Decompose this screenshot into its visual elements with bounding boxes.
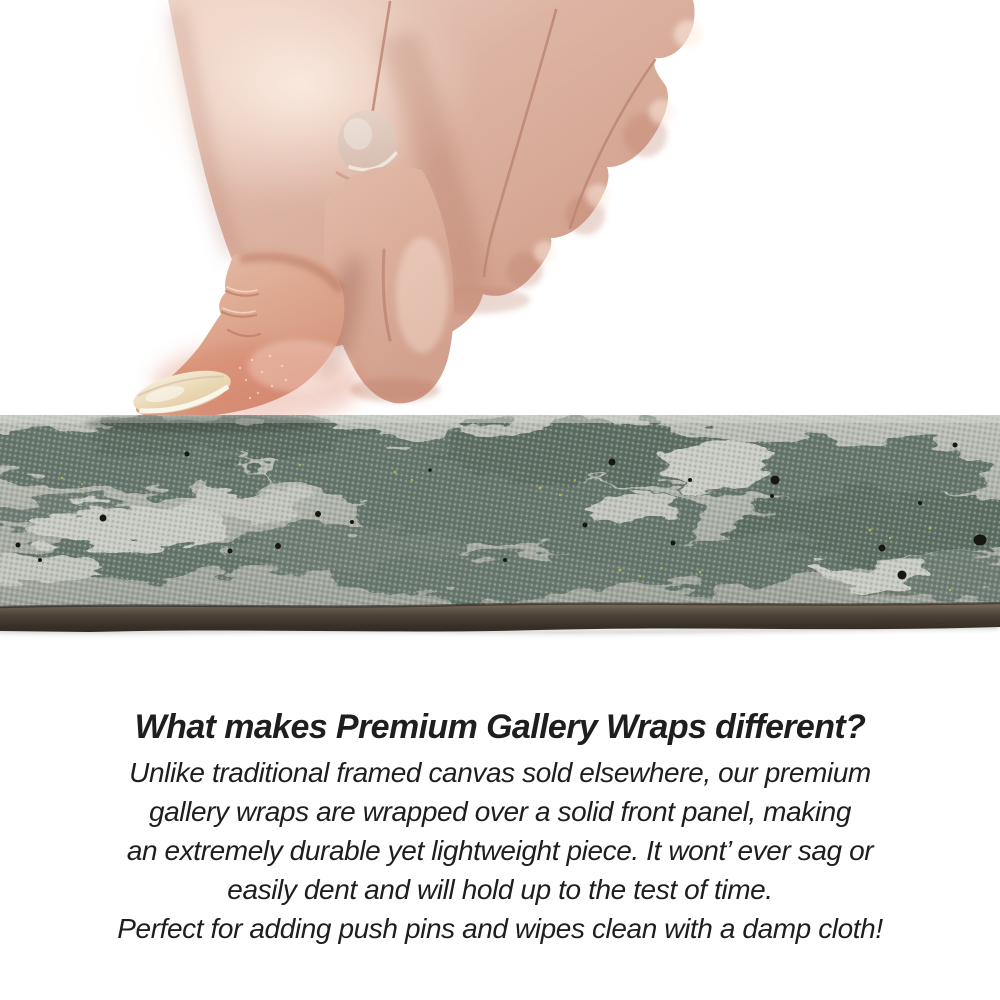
canvas-grain (0, 415, 1000, 607)
knuckle-highlight (674, 20, 702, 48)
thumb (129, 249, 363, 424)
caption-block (0, 708, 1000, 948)
caption-line-4: easily dent and will hold up to the test of time. (227, 874, 773, 905)
caption-line-1: Unlike traditional framed canvas sold elsewhere, our premium (129, 757, 871, 788)
knuckle-highlight (649, 99, 675, 125)
panel-edge (0, 603, 1000, 632)
canvas-strip-photo (0, 410, 1000, 640)
knuckle-highlight (586, 184, 610, 208)
thumb-sheen (248, 340, 352, 392)
knuckle-highlight (534, 241, 556, 263)
caption-line-5: Perfect for adding push pins and wipes clean with a damp cloth! (117, 913, 883, 944)
hand-photo (0, 0, 1000, 440)
caption-line-2: gallery wraps are wrapped over a solid front panel, making (148, 796, 852, 827)
caption-line-3: an extremely durable yet lightweight piece. It wont’ ever sag or (126, 835, 874, 866)
caption-heading: What makes Premium Gallery Wraps different? (134, 708, 866, 746)
